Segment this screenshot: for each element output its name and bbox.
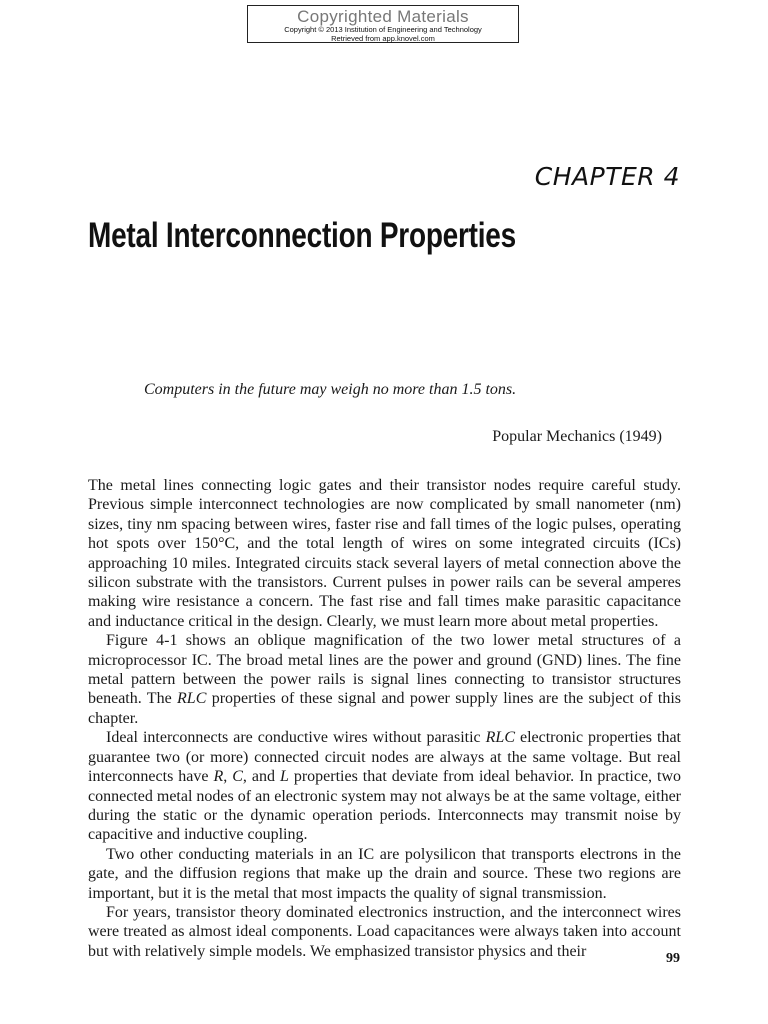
epigraph-attribution: Popular Mechanics (1949) xyxy=(492,428,662,445)
retrieval-line: Retrieved from app.knovel.com xyxy=(331,33,435,43)
epigraph-quote: Computers in the future may weigh no more than 1.5 tons. xyxy=(144,381,517,398)
chapter-title: Metal Interconnection Properties xyxy=(88,216,516,255)
paragraph: Two other conducting materials in an IC are polysilicon that transports electrons in the gate, and the diffusion regions that make up the drain and source. These two regions are important, but it is the metal that most impacts the quality of signal transmission. xyxy=(88,845,681,902)
chapter-label: CHAPTER 4 xyxy=(534,162,680,191)
paragraph: For years, transistor theory dominated electronics instruction, and the interconnect wires were treated as almost ideal components. Load capacitances were always taken into account but with relatively simple models. We emphasized transistor physics and their xyxy=(88,903,681,960)
copyright-notice xyxy=(247,5,519,43)
page-number: 99 xyxy=(666,951,680,966)
paragraph: The metal lines connecting logic gates and their transistor nodes require careful study. Previous simple interconnect technologies are now complicated by small nanometer (nm) sizes, tiny nm spacing between wires, faster rise and fall times of the logic pulses, operating hot spots over 150°C, and the total length of wires on some integrated circuits (ICs) approaching 10 miles. Integrated circuits stack several layers of metal connection above the silicon substrate with the transistors. Current pulses in power rails can be several amperes making wire resistance a concern. The fast rise and fall times make parasitic capacitance and inductance critical in the design. Clearly, we must learn more about metal properties. xyxy=(88,477,681,630)
paragraph: Figure 4-1 shows an oblique magnification of the two lower metal structures of a microprocessor IC. The broad metal lines are the power and ground (GND) lines. The fine metal pattern between the power rails is signal lines connecting to transistor structures beneath. The RLC properties of these signal and power supply lines are the subject of this chapter. xyxy=(88,632,681,727)
copyright-title: Copyrighted Materials xyxy=(297,7,469,26)
copyright-line: Copyright © 2013 Institution of Engineering and Technology xyxy=(284,25,482,34)
paragraph: Ideal interconnects are conductive wires without parasitic RLC electronic properties that guarantee two (or more) connected circuit nodes are always at the same voltage. But real interconnects have R, C, and L properties that deviate from ideal behavior. In practice, two connected metal nodes of an electronic system may not always be at the same voltage, either during the static or the dynamic operation periods. Interconnects may transmit noise by capacitive and inductive coupling. xyxy=(88,729,682,844)
body-text xyxy=(88,476,681,961)
